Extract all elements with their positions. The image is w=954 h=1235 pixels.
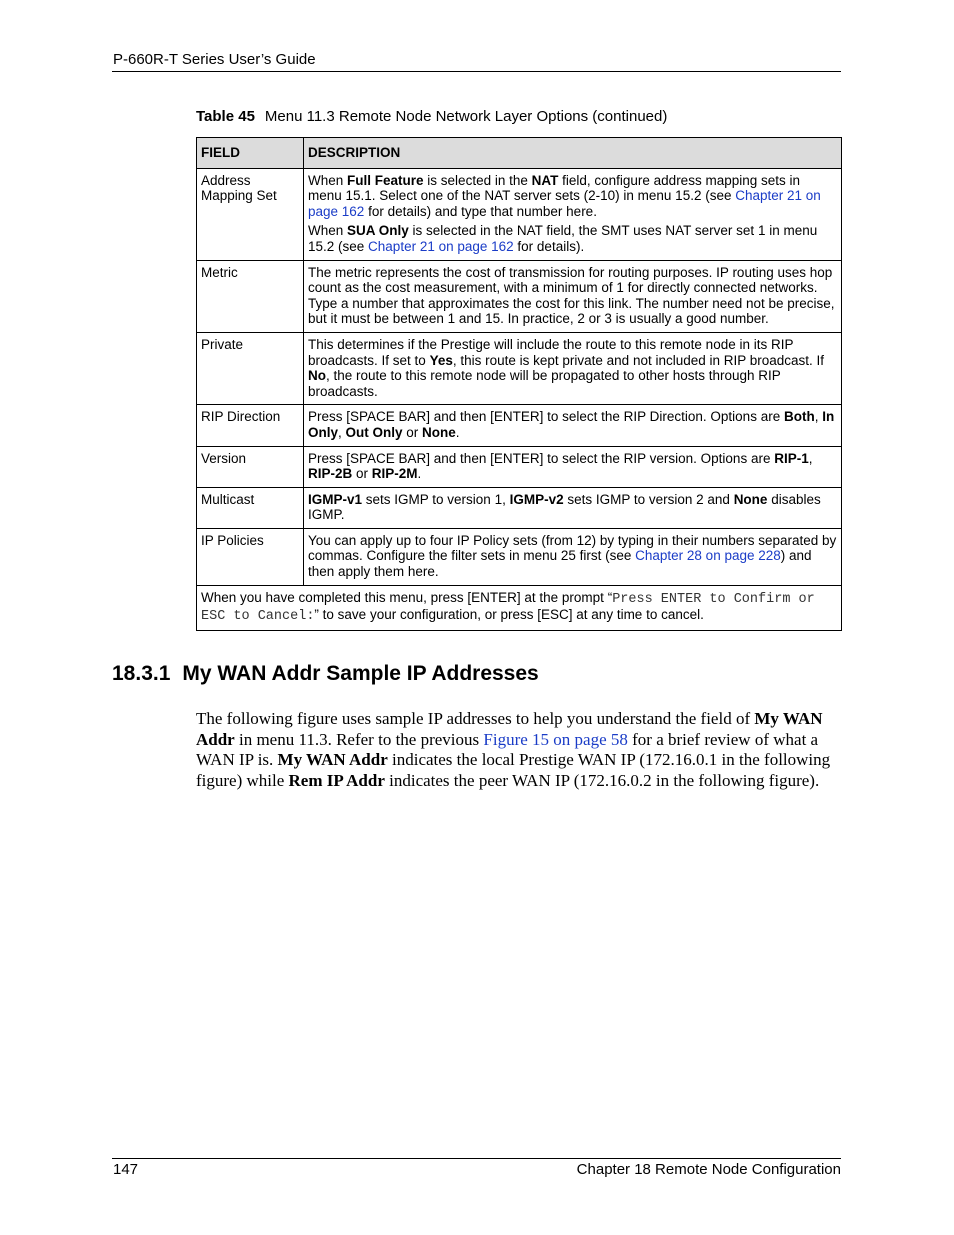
field-ip-policies: IP Policies [197,528,304,585]
column-header-field: FIELD [197,138,304,169]
table-row [197,260,842,332]
description-ip-policies: You can apply up to four IP Policy sets (from 12) by typing in their numbers separated by commas. Configure the filter sets in menu 25 first (see Chapter 28 on page 228) and then apply them here. [304,528,842,585]
figure-15-link[interactable]: Figure 15 on page 58 [483,729,628,749]
table-footer-row [197,585,842,630]
section-title: My WAN Addr Sample IP Addresses [182,662,539,685]
table-row [197,487,842,528]
description-multicast: IGMP-v1 sets IGMP to version 1, IGMP-v2 sets IGMP to version 2 and None disables IGMP. [304,487,842,528]
page-number: 147 [113,1161,139,1178]
field-multicast: Multicast [197,487,304,528]
description-metric: The metric represents the cost of transmission for routing purposes. IP routing uses hop count as the cost measurement, with a minimum of 1 for directly connected networks. Type a number that approximates the cost for this link. The number need not be precise, but it must be between 1 and 15. In practice, 2 or 3 is usually a good number. [304,260,842,332]
description-private: This determines if the Prestige will include the route to this remote node in its RIP broadcasts. If set to Yes, this route is kept private and not included in RIP broadcast. If No, the route to this remote node will be propagated to other hosts through RIP broadcasts. [304,332,842,404]
options-table [196,137,842,631]
table-row [197,332,842,404]
table-row [197,405,842,446]
description-version: Press [SPACE BAR] and then [ENTER] to select the RIP version. Options are RIP-1, RIP-2B or RIP-2M. [304,446,842,487]
section-number: 18.3.1 [112,662,171,685]
footer-chapter-title: Chapter 18 Remote Node Configuration [576,1161,841,1178]
body-paragraph: The following figure uses sample IP addresses to help you understand the field of My WAN Addr in menu 11.3. Refer to the previous Figure 15 on page 58 for a brief review of what a WAN IP is. My WAN Addr indicates the local Prestige WAN IP (172.16.0.1 in the following figure) while Rem IP Addr indicates the peer WAN IP (172.16.0.2 in the following figure). [196,709,831,790]
field-version: Version [197,446,304,487]
description-address-mapping-set: When Full Feature is selected in the NAT field, configure address mapping sets in menu 15.1. Select one of the NAT server sets (2-10) in menu 15.2 (see Chapter 21 on page 162 for details) and type that number here. When SUA Only is selected in the NAT field, the SMT uses NAT server set 1 in menu 15.2 (see Chapter 21 on page 162 for details). [304,168,842,260]
table-row [197,528,842,585]
footer-rule [112,1158,841,1159]
table-caption [196,108,667,125]
table-footer-note: When you have completed this menu, press [ENTER] at the prompt “Press ENTER to Confirm or ESC to Cancel:” to save your configuration, or press [ESC] at any time to cancel. [197,585,842,630]
field-metric: Metric [197,260,304,332]
prompt-text: Press ENTER to Confirm or ESC to Cancel: [201,591,815,625]
header-rule [112,71,841,72]
description-rip-direction: Press [SPACE BAR] and then [ENTER] to select the RIP Direction. Options are Both, In Only, Out Only or None. [304,405,842,446]
table-row [197,168,842,260]
field-private: Private [197,332,304,404]
table-row [197,446,842,487]
field-rip-direction: RIP Direction [197,405,304,446]
running-header-title: P-660R-T Series User’s Guide [113,51,316,68]
table-header-row [197,138,842,169]
chapter-28-link[interactable]: Chapter 28 on page 228 [635,548,781,564]
chapter-21-link[interactable]: Chapter 21 on page 162 [308,188,821,219]
table-caption-text: Menu 11.3 Remote Node Network Layer Options (continued) [264,108,668,125]
section-heading [112,662,539,686]
table-caption-label: Table 45 [196,108,255,125]
field-address-mapping-set: Address Mapping Set [197,168,304,260]
chapter-21-link[interactable]: Chapter 21 on page 162 [368,238,514,254]
column-header-description: DESCRIPTION [304,138,842,169]
